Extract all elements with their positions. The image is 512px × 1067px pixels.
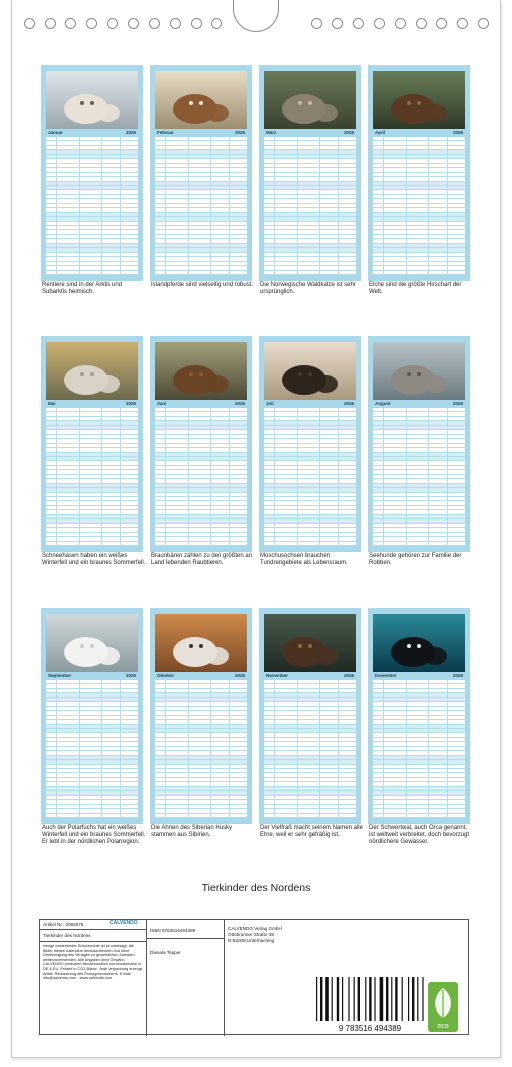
day-grid	[264, 137, 356, 275]
month-photo	[264, 71, 356, 129]
month-year: 2026	[234, 401, 245, 406]
day-grid	[264, 408, 356, 546]
month-year: 2026	[452, 401, 463, 406]
binding-hole	[374, 18, 385, 29]
month-year: 2026	[125, 130, 136, 135]
binding-hole	[149, 18, 160, 29]
day-row	[373, 542, 465, 546]
binding-hole	[211, 18, 222, 29]
month-name: Juli	[266, 401, 274, 406]
day-row	[264, 271, 356, 275]
leaf-icon	[428, 982, 458, 1032]
isbn: ISBN 9783516494389	[150, 928, 196, 933]
binding-hole	[436, 18, 447, 29]
month-page-januar	[41, 65, 143, 281]
month-header	[155, 129, 247, 136]
day-grid	[373, 680, 465, 818]
month-caption: Elche sind die größte Hirschart der Welt.	[369, 282, 462, 295]
month-photo	[46, 614, 138, 672]
day-row	[155, 542, 247, 546]
month-year: 2026	[234, 130, 245, 135]
binding-hole	[107, 18, 118, 29]
month-year: 2026	[452, 673, 463, 678]
month-year: 2026	[343, 673, 354, 678]
day-row	[46, 271, 138, 275]
month-year: 2026	[452, 130, 463, 135]
month-caption: Der Vielfraß macht seinem Namen alle Ehre, weil er sehr gefräßig ist.	[260, 825, 363, 838]
binding-hole	[478, 18, 489, 29]
day-row	[373, 271, 465, 275]
day-row	[155, 271, 247, 275]
publisher-city: D-82008 Unterhaching	[228, 938, 275, 943]
day-row	[264, 814, 356, 818]
barcode	[308, 973, 432, 1033]
month-page-juni	[150, 336, 252, 552]
day-grid	[46, 137, 138, 275]
day-grid	[155, 680, 247, 818]
day-grid	[373, 137, 465, 275]
month-name: Februar	[157, 130, 174, 135]
binding-hole	[170, 18, 181, 29]
eco-badge	[428, 982, 458, 1032]
month-name: August	[375, 401, 391, 406]
month-photo	[46, 342, 138, 400]
binding-hole	[45, 18, 56, 29]
month-page-mai	[41, 336, 143, 552]
svg-text:eco: eco	[437, 1023, 449, 1030]
day-row	[373, 814, 465, 818]
publisher-street: Ottobrunner Straße 39	[228, 932, 274, 937]
month-photo	[264, 342, 356, 400]
month-name: Juni	[157, 401, 167, 406]
product-title: Tierkinder des Nordens	[43, 933, 91, 938]
binding-hole	[86, 18, 97, 29]
binding-hole	[311, 18, 322, 29]
month-page-maerz	[259, 65, 361, 281]
month-page-august	[368, 336, 470, 552]
binding-hole	[416, 18, 427, 29]
month-photo	[46, 71, 138, 129]
month-photo	[373, 71, 465, 129]
day-row	[46, 814, 138, 818]
brand-logo: CALVENDO	[110, 920, 138, 926]
binding-hole	[395, 18, 406, 29]
month-name: Oktober	[157, 673, 175, 678]
month-page-februar	[150, 65, 252, 281]
binding-hole	[191, 18, 202, 29]
month-header	[373, 672, 465, 679]
day-grid	[46, 680, 138, 818]
binding-hole	[24, 18, 35, 29]
month-header	[264, 400, 356, 407]
month-year: 2026	[125, 673, 136, 678]
month-photo	[155, 71, 247, 129]
legal-text: Infolge bestehender Schutzrechte ist es untersagt, die Bilder dieses Kalenders herauszutrennen und ohne Genehmigung des Verlages zu gewerblichen Zwecken weiterzuverwenden. Alle Angaben ohne Gewähr. CALVENDO produziert klimafreundlich und klimaneutral in DE & EU. Printed in CO2-Bilanz. Jede Verpackung erzeugt Abfall. Reduzierung des Erzeugnisvolumens. E-Mail: info@calvendo.com · www.calvendo.com	[43, 944, 142, 981]
month-year: 2026	[343, 401, 354, 406]
month-header	[155, 672, 247, 679]
month-header	[264, 129, 356, 136]
month-caption: Braunbären zählen zu den größten an Land lebenden Raubtieren.	[151, 553, 253, 566]
month-header	[46, 129, 138, 136]
binding-hole	[457, 18, 468, 29]
month-name: Januar	[48, 130, 63, 135]
binding-hole	[353, 18, 364, 29]
binding-hole	[332, 18, 343, 29]
month-name: April	[375, 130, 386, 135]
day-grid	[155, 408, 247, 546]
month-page-juli	[259, 336, 361, 552]
day-row	[264, 542, 356, 546]
month-caption: Moschusochsen brauchen Tundrengebiete als Lebensraum.	[260, 553, 348, 566]
month-header	[373, 129, 465, 136]
month-name: September	[48, 673, 72, 678]
month-name: Mai	[48, 401, 56, 406]
month-page-november	[259, 608, 361, 824]
day-grid	[46, 408, 138, 546]
month-page-september	[41, 608, 143, 824]
month-name: Dezember	[375, 673, 397, 678]
month-caption: Die Ahnen des Siberian Husky stammen aus Sibirien.	[151, 825, 233, 838]
month-photo	[373, 614, 465, 672]
month-caption: Der Schwertwal, auch Orca genannt, ist weltweit verbreitet, doch bevorzugt nördlichere Gewässer.	[369, 825, 470, 845]
day-row	[46, 542, 138, 546]
day-grid	[373, 408, 465, 546]
month-year: 2026	[343, 130, 354, 135]
barcode-number: 9 783516 494389	[338, 1024, 402, 1033]
month-photo	[155, 614, 247, 672]
month-caption: Rentiere sind in der Arktis und Subarktis heimisch.	[42, 282, 123, 295]
month-photo	[155, 342, 247, 400]
month-header	[46, 672, 138, 679]
month-year: 2026	[234, 673, 245, 678]
month-caption: Schneehasen haben ein weißes Winterfell und ein braunes Sommerfell.	[42, 553, 146, 566]
month-name: November	[266, 673, 289, 678]
month-year: 2026	[125, 401, 136, 406]
binding-hole	[65, 18, 76, 29]
month-page-dezember	[368, 608, 470, 824]
author: Daniela Tepper	[150, 950, 181, 955]
month-caption: Seehunde gehören zur Familie der Robben.	[369, 553, 462, 566]
binding-hole	[128, 18, 139, 29]
month-header	[264, 672, 356, 679]
month-page-oktober	[150, 608, 252, 824]
month-caption: Auch der Polarfuchs hat ein weißes Winterfell und ein braunes Sommerfell. Er lebt in der nördlichen Polarregion.	[42, 825, 146, 845]
month-photo	[264, 614, 356, 672]
day-grid	[264, 680, 356, 818]
article-number: Artikel Nr.: 2084576	[43, 922, 84, 927]
day-grid	[155, 137, 247, 275]
month-page-april	[368, 65, 470, 281]
month-caption: Die Norwegische Waldkatze ist sehr ursprünglich.	[260, 282, 356, 295]
day-row	[155, 814, 247, 818]
month-photo	[373, 342, 465, 400]
month-header	[46, 400, 138, 407]
calendar-title: Tierkinder des Nordens	[201, 882, 311, 894]
month-name: März	[266, 130, 277, 135]
month-caption: Islandpferde sind vielseitig und robust.	[151, 282, 254, 288]
publisher-name: CALVENDO Verlag GmbH	[228, 926, 282, 931]
month-header	[155, 400, 247, 407]
month-header	[373, 400, 465, 407]
